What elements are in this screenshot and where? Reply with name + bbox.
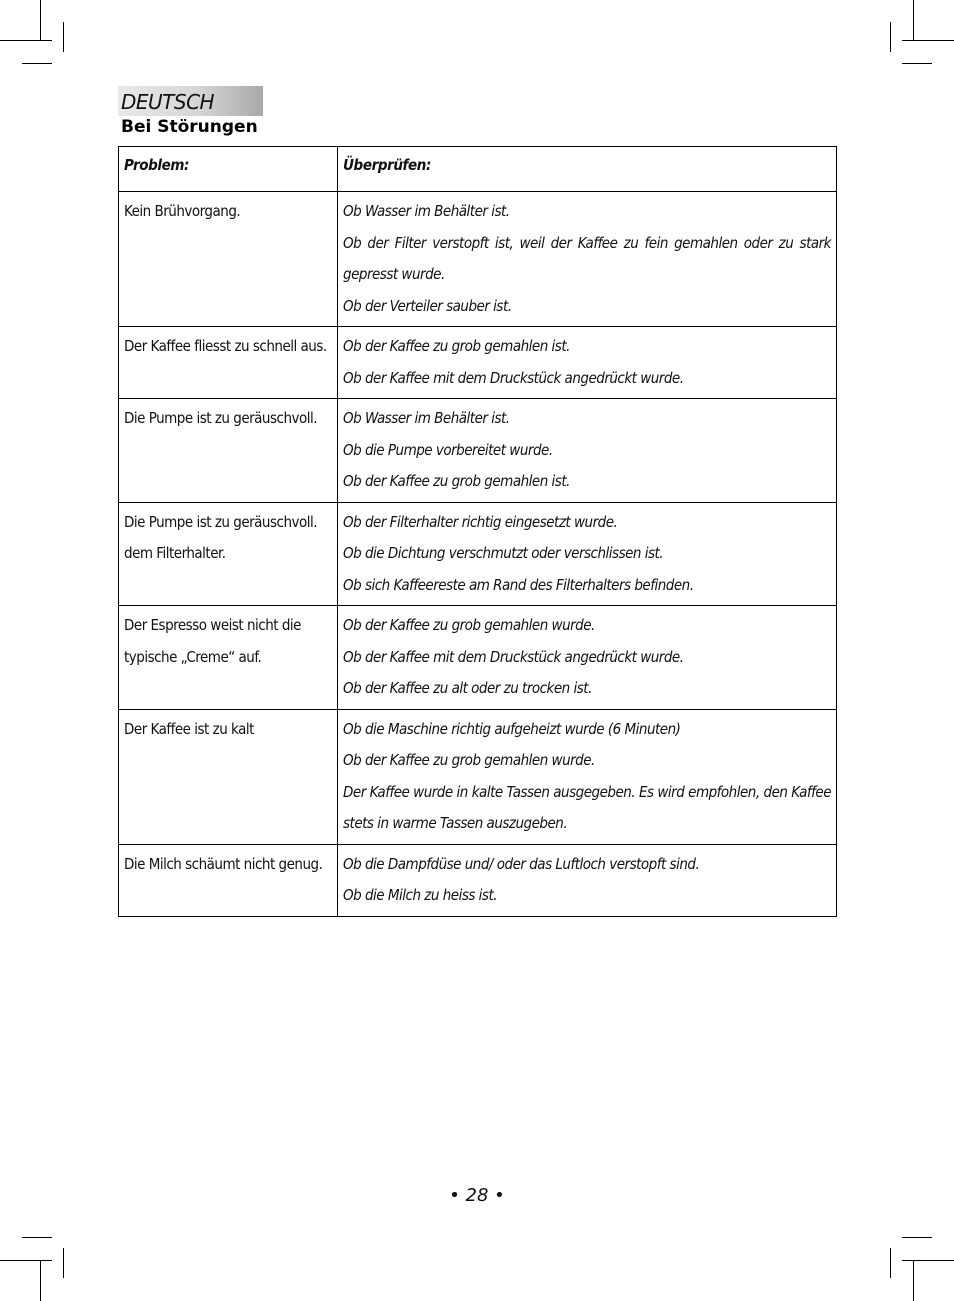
table-body bbox=[119, 192, 837, 917]
column-header-problem: Problem: bbox=[119, 147, 338, 192]
crop-mark bbox=[913, 0, 914, 40]
problem-cell: Die Pumpe ist zu geräuschvoll. dem Filterhalter. bbox=[119, 502, 338, 606]
crop-mark bbox=[902, 1237, 932, 1238]
column-header-check: Überprüfen: bbox=[338, 147, 837, 192]
check-item: Ob die Dichtung verschmutzt oder verschlissen ist. bbox=[343, 544, 664, 562]
problem-cell: Der Kaffee fliesst zu schnell aus. bbox=[119, 327, 338, 399]
check-item: Ob der Kaffee zu grob gemahlen ist. bbox=[343, 472, 570, 490]
check-item: Ob Wasser im Behälter ist. bbox=[343, 202, 510, 220]
check-item: Ob der Kaffee mit dem Druckstück angedrückt wurde. bbox=[343, 647, 684, 666]
crop-mark bbox=[913, 1260, 914, 1301]
check-item: Ob sich Kaffeereste am Rand des Filterhalters befinden. bbox=[343, 575, 694, 594]
table-row bbox=[119, 502, 837, 606]
crop-mark bbox=[40, 1260, 41, 1301]
crop-mark bbox=[890, 22, 891, 52]
check-item: Ob Wasser im Behälter ist. bbox=[343, 409, 510, 427]
check-cell bbox=[338, 606, 837, 710]
table-row bbox=[119, 606, 837, 710]
check-cell bbox=[338, 844, 837, 916]
check-item: Ob der Filter verstopft ist, weil der Kaffee zu fein gemahlen oder zu stark gepresst wurde. bbox=[343, 233, 831, 283]
crop-mark bbox=[902, 63, 932, 64]
problem-cell: Die Pumpe ist zu geräuschvoll. bbox=[119, 399, 338, 503]
crop-mark bbox=[22, 1237, 52, 1238]
page-number: • 28 • bbox=[449, 1185, 505, 1206]
crop-mark bbox=[63, 22, 64, 52]
check-item: Ob der Kaffee zu alt oder zu trocken ist. bbox=[343, 679, 592, 697]
table-row bbox=[119, 399, 837, 503]
check-item: Der Kaffee wurde in kalte Tassen ausgegeben. Es wird empfohlen, den Kaffee stets in warme Tassen auszugeben. bbox=[343, 782, 831, 832]
check-item: Ob der Filterhalter richtig eingesetzt wurde. bbox=[343, 512, 618, 531]
language-tab bbox=[118, 86, 263, 116]
check-item: Ob der Kaffee mit dem Druckstück angedrückt wurde. bbox=[343, 368, 684, 387]
language-label: DEUTSCH bbox=[121, 90, 215, 114]
table-header-row bbox=[119, 147, 837, 192]
crop-mark bbox=[902, 40, 954, 41]
crop-mark bbox=[22, 63, 52, 64]
check-item: Ob der Verteiler sauber ist. bbox=[343, 296, 512, 315]
troubleshooting-table bbox=[118, 146, 837, 917]
table-row bbox=[119, 844, 837, 916]
table-row bbox=[119, 709, 837, 844]
crop-mark bbox=[890, 1248, 891, 1278]
crop-mark bbox=[902, 1260, 954, 1261]
problem-cell: Der Espresso weist nicht die typische „Creme“ auf. bbox=[119, 606, 338, 710]
crop-mark bbox=[63, 1248, 64, 1278]
check-item: Ob die Pumpe vorbereitet wurde. bbox=[343, 440, 553, 459]
table-row bbox=[119, 327, 837, 399]
check-item: Ob der Kaffee zu grob gemahlen wurde. bbox=[343, 616, 595, 634]
problem-cell: Kein Brühvorgang. bbox=[119, 192, 338, 327]
problem-cell: Der Kaffee ist zu kalt bbox=[119, 709, 338, 844]
check-cell bbox=[338, 399, 837, 503]
check-cell bbox=[338, 327, 837, 399]
crop-mark bbox=[0, 1260, 52, 1261]
section-title: Bei Störungen bbox=[121, 117, 258, 137]
check-item: Ob der Kaffee zu grob gemahlen ist. bbox=[343, 337, 570, 355]
check-cell bbox=[338, 709, 837, 844]
table-row bbox=[119, 192, 837, 327]
crop-mark bbox=[0, 40, 52, 41]
check-item: Ob die Dampfdüse und/ oder das Luftloch verstopft sind. bbox=[343, 854, 700, 873]
check-cell bbox=[338, 502, 837, 606]
check-item: Ob der Kaffee zu grob gemahlen wurde. bbox=[343, 751, 595, 769]
problem-cell: Die Milch schäumt nicht genug. bbox=[119, 844, 338, 916]
crop-mark bbox=[40, 0, 41, 40]
check-cell bbox=[338, 192, 837, 327]
check-item: Ob die Milch zu heiss ist. bbox=[343, 886, 498, 904]
check-item: Ob die Maschine richtig aufgeheizt wurde (6 Minuten) bbox=[343, 719, 681, 738]
